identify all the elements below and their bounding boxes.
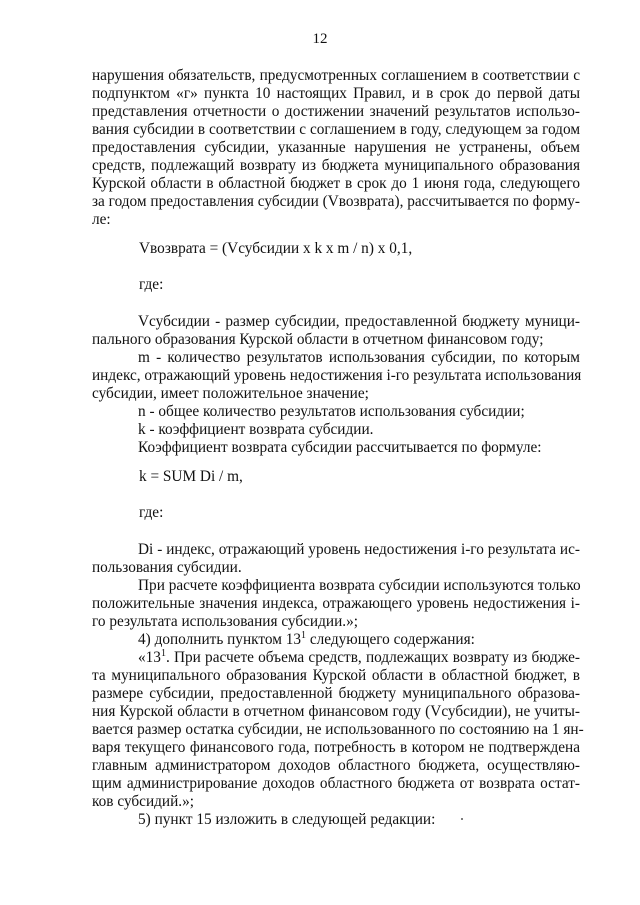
text-fragment: «13 <box>138 649 161 666</box>
superscript: 1 <box>160 648 166 659</box>
text-line: та муниципального образования Курской области в областной бюджет, в <box>92 667 580 684</box>
page-number: 12 <box>312 31 328 47</box>
where-label: где: <box>139 504 164 521</box>
text-line: средств, подлежащий возврату из бюджета муниципального образования <box>92 157 580 174</box>
text-line: При расчете коэффициента возврата субсидии используются только <box>138 577 581 594</box>
text-fragment: 4) дополнить пунктом 13 <box>138 631 302 648</box>
where-label: где: <box>139 276 164 293</box>
text-line: ле: <box>92 211 111 228</box>
text-line: подпунктом «г» пункта 10 настоящих Правил, и в срок до первой даты <box>92 85 580 102</box>
text-line: го результата использования субсидии.»; <box>92 613 358 630</box>
scan-speck <box>461 818 463 820</box>
text-line: индекс, отражающий уровень недостижения i-го результата использования <box>92 367 582 384</box>
text-line: Коэффициент возврата субсидии рассчитывается по формуле: <box>138 439 542 456</box>
formula-k: k = SUM Di / m, <box>139 468 243 485</box>
text-line-item-4 <box>138 631 580 649</box>
text-line: m - количество результатов использования субсидии, по которым <box>138 349 580 366</box>
text-line: вания субсидии в соответствии с соглашением в году, следующем за годом <box>92 121 580 138</box>
text-line: Di - индекс, отражающий уровень недостижения i-го результата ис- <box>138 541 580 558</box>
text-line: главным администратором доходов областного бюджета, осуществляю- <box>92 757 580 774</box>
text-line: субсидии, имеет положительное значение; <box>92 385 369 402</box>
formula-vreturn: Vвозврата = (Vсубсидии x k x m / n) x 0,1, <box>139 240 413 257</box>
text-line: ния Курской области в отчетном финансовом году (Vсубсидии), не учиты- <box>92 703 580 720</box>
text-line: Vсубсидии - размер субсидии, предоставленной бюджету муници- <box>138 313 580 330</box>
text-line: вается размер остатка субсидии, не использованного по состоянию на 1 ян- <box>92 721 584 738</box>
text-line: пального образования Курской области в отчетном финансовом году; <box>92 331 544 348</box>
text-line-item-13-1 <box>138 649 580 667</box>
text-line: n - общее количество результатов использования субсидии; <box>138 403 525 420</box>
text-line: за годом предоставления субсидии (Vвозврата), рассчитывается по форму- <box>92 193 580 210</box>
text-fragment: . При расчете объема средств, подлежащих возврату из бюдже- <box>165 649 580 666</box>
text-line-item-5: 5) пункт 15 изложить в следующей редакции: <box>138 811 436 828</box>
text-line: щим администрирование доходов областного бюджета от возврата остат- <box>92 775 580 792</box>
text-line: представления отчетности о достижении значений результатов использо- <box>92 103 580 120</box>
superscript: 1 <box>301 630 307 641</box>
text-line: варя текущего финансового года, потребность в котором не подтверждена <box>92 739 580 756</box>
text-fragment: следующего содержания: <box>306 631 475 648</box>
text-line: Курской области в областной бюджет в срок до 1 июня года, следующего <box>92 175 580 192</box>
text-line: пользования субсидии. <box>92 559 242 576</box>
text-line: ков субсидий.»; <box>92 793 195 810</box>
text-line: нарушения обязательств, предусмотренных соглашением в соответствии с <box>92 67 580 84</box>
text-line: положительные значения индекса, отражающего уровень недостижения i- <box>92 595 580 612</box>
text-line: предоставления субсидии, указанные нарушения не устранены, объем <box>92 139 580 156</box>
text-line: k - коэффициент возврата субсидии. <box>138 421 374 438</box>
text-line: размере субсидии, предоставленной бюджету муниципального образова- <box>92 685 580 702</box>
